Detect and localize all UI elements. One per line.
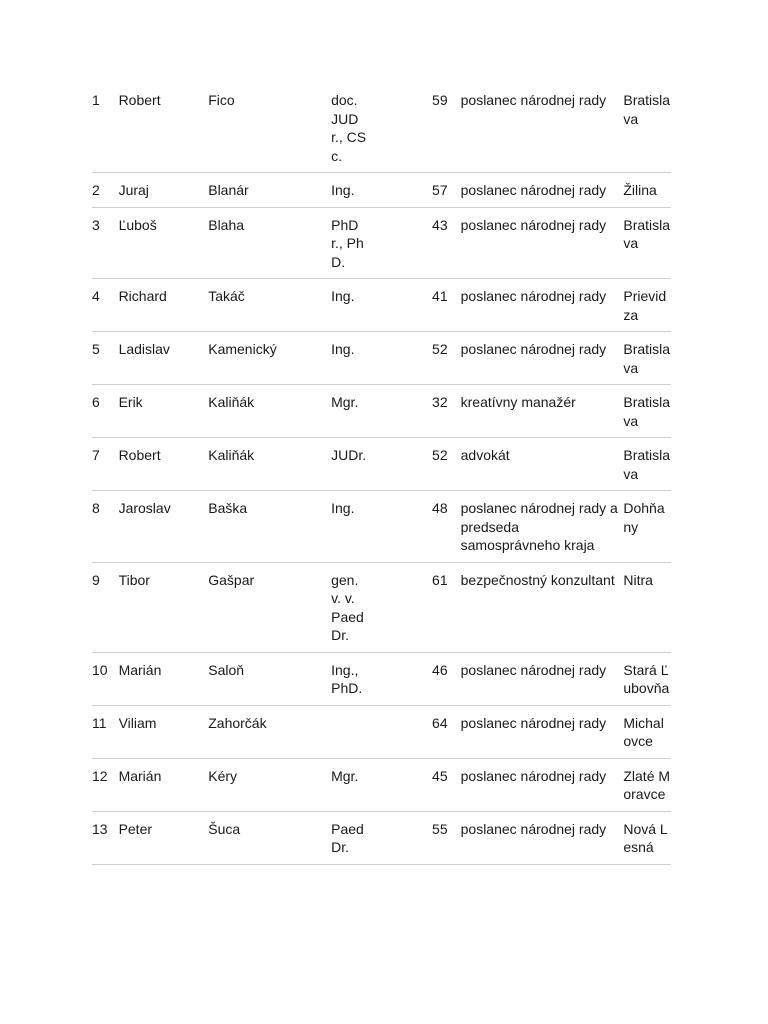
table-row <box>92 279 671 332</box>
cell-occupation: poslanec národnej rady <box>461 83 624 173</box>
cell-first-name: Marián <box>119 652 209 705</box>
cell-residence: Bratislava <box>623 207 671 279</box>
cell-occupation: poslanec národnej rady a predseda samosprávneho kraja <box>461 491 624 563</box>
cell-last-name: Gašpar <box>208 562 331 652</box>
cell-academic-title: Mgr. <box>331 758 366 811</box>
cell-last-name: Kéry <box>208 758 331 811</box>
table-row <box>92 491 671 563</box>
cell-occupation: advokát <box>461 438 624 491</box>
cell-rank: 5 <box>92 332 119 385</box>
cell-residence: Nitra <box>623 562 671 652</box>
cell-first-name: Richard <box>119 279 209 332</box>
cell-occupation: poslanec národnej rady <box>461 279 624 332</box>
cell-residence: Dohňany <box>623 491 671 563</box>
cell-residence: Nová Lesná <box>623 811 671 864</box>
cell-first-name: Robert <box>119 438 209 491</box>
cell-last-name: Kaliňák <box>208 438 331 491</box>
cell-age: 61 <box>367 562 461 652</box>
table-row <box>92 207 671 279</box>
table-row <box>92 758 671 811</box>
cell-residence: Prievidza <box>623 279 671 332</box>
cell-last-name: Zahorčák <box>208 705 331 758</box>
cell-age: 48 <box>367 491 461 563</box>
cell-rank: 2 <box>92 173 119 208</box>
cell-residence: Bratislava <box>623 332 671 385</box>
cell-age: 45 <box>367 758 461 811</box>
cell-academic-title: Ing. <box>331 173 366 208</box>
table-row <box>92 438 671 491</box>
cell-last-name: Kaliňák <box>208 385 331 438</box>
cell-residence: Zlaté Moravce <box>623 758 671 811</box>
cell-academic-title: Ing. <box>331 279 366 332</box>
cell-academic-title <box>331 705 366 758</box>
cell-residence: Bratislava <box>623 385 671 438</box>
cell-occupation: bezpečnostný konzultant <box>461 562 624 652</box>
cell-last-name: Fico <box>208 83 331 173</box>
cell-academic-title: doc. JUDr., CSc. <box>331 83 366 173</box>
cell-age: 32 <box>367 385 461 438</box>
cell-age: 55 <box>367 811 461 864</box>
cell-rank: 12 <box>92 758 119 811</box>
cell-age: 64 <box>367 705 461 758</box>
cell-first-name: Peter <box>119 811 209 864</box>
cell-rank: 7 <box>92 438 119 491</box>
candidate-table <box>92 83 671 865</box>
cell-academic-title: Ing. <box>331 332 366 385</box>
cell-first-name: Robert <box>119 83 209 173</box>
cell-first-name: Ladislav <box>119 332 209 385</box>
cell-residence: Žilina <box>623 173 671 208</box>
cell-last-name: Šuca <box>208 811 331 864</box>
cell-rank: 9 <box>92 562 119 652</box>
cell-occupation: poslanec národnej rady <box>461 332 624 385</box>
cell-occupation: poslanec národnej rady <box>461 811 624 864</box>
cell-academic-title: Ing., PhD. <box>331 652 366 705</box>
candidate-rows <box>92 83 671 864</box>
cell-rank: 1 <box>92 83 119 173</box>
cell-rank: 11 <box>92 705 119 758</box>
table-row <box>92 83 671 173</box>
cell-academic-title: gen. v. v. PaedDr. <box>331 562 366 652</box>
cell-last-name: Saloň <box>208 652 331 705</box>
cell-rank: 10 <box>92 652 119 705</box>
table-row <box>92 562 671 652</box>
table-row <box>92 705 671 758</box>
cell-first-name: Jaroslav <box>119 491 209 563</box>
table-row <box>92 652 671 705</box>
cell-academic-title: JUDr. <box>331 438 366 491</box>
cell-last-name: Takáč <box>208 279 331 332</box>
table-row <box>92 173 671 208</box>
cell-age: 41 <box>367 279 461 332</box>
cell-rank: 4 <box>92 279 119 332</box>
cell-academic-title: Ing. <box>331 491 366 563</box>
cell-age: 57 <box>367 173 461 208</box>
cell-first-name: Marián <box>119 758 209 811</box>
cell-academic-title: PhDr., PhD. <box>331 207 366 279</box>
cell-last-name: Blaha <box>208 207 331 279</box>
cell-academic-title: PaedDr. <box>331 811 366 864</box>
cell-age: 59 <box>367 83 461 173</box>
cell-age: 43 <box>367 207 461 279</box>
cell-age: 46 <box>367 652 461 705</box>
cell-occupation: poslanec národnej rady <box>461 705 624 758</box>
cell-rank: 6 <box>92 385 119 438</box>
cell-residence: Stará Ľubovňa <box>623 652 671 705</box>
cell-first-name: Viliam <box>119 705 209 758</box>
cell-academic-title: Mgr. <box>331 385 366 438</box>
cell-last-name: Blanár <box>208 173 331 208</box>
cell-first-name: Ľuboš <box>119 207 209 279</box>
cell-rank: 3 <box>92 207 119 279</box>
cell-occupation: poslanec národnej rady <box>461 652 624 705</box>
cell-occupation: poslanec národnej rady <box>461 173 624 208</box>
cell-occupation: poslanec národnej rady <box>461 758 624 811</box>
cell-first-name: Juraj <box>119 173 209 208</box>
table-row <box>92 811 671 864</box>
cell-residence: Bratislava <box>623 83 671 173</box>
cell-last-name: Kamenický <box>208 332 331 385</box>
cell-first-name: Erik <box>119 385 209 438</box>
table-row <box>92 332 671 385</box>
cell-residence: Bratislava <box>623 438 671 491</box>
cell-occupation: kreatívny manažér <box>461 385 624 438</box>
cell-rank: 13 <box>92 811 119 864</box>
cell-first-name: Tibor <box>119 562 209 652</box>
cell-residence: Michalovce <box>623 705 671 758</box>
cell-occupation: poslanec národnej rady <box>461 207 624 279</box>
cell-age: 52 <box>367 332 461 385</box>
cell-rank: 8 <box>92 491 119 563</box>
cell-last-name: Baška <box>208 491 331 563</box>
table-row <box>92 385 671 438</box>
cell-age: 52 <box>367 438 461 491</box>
